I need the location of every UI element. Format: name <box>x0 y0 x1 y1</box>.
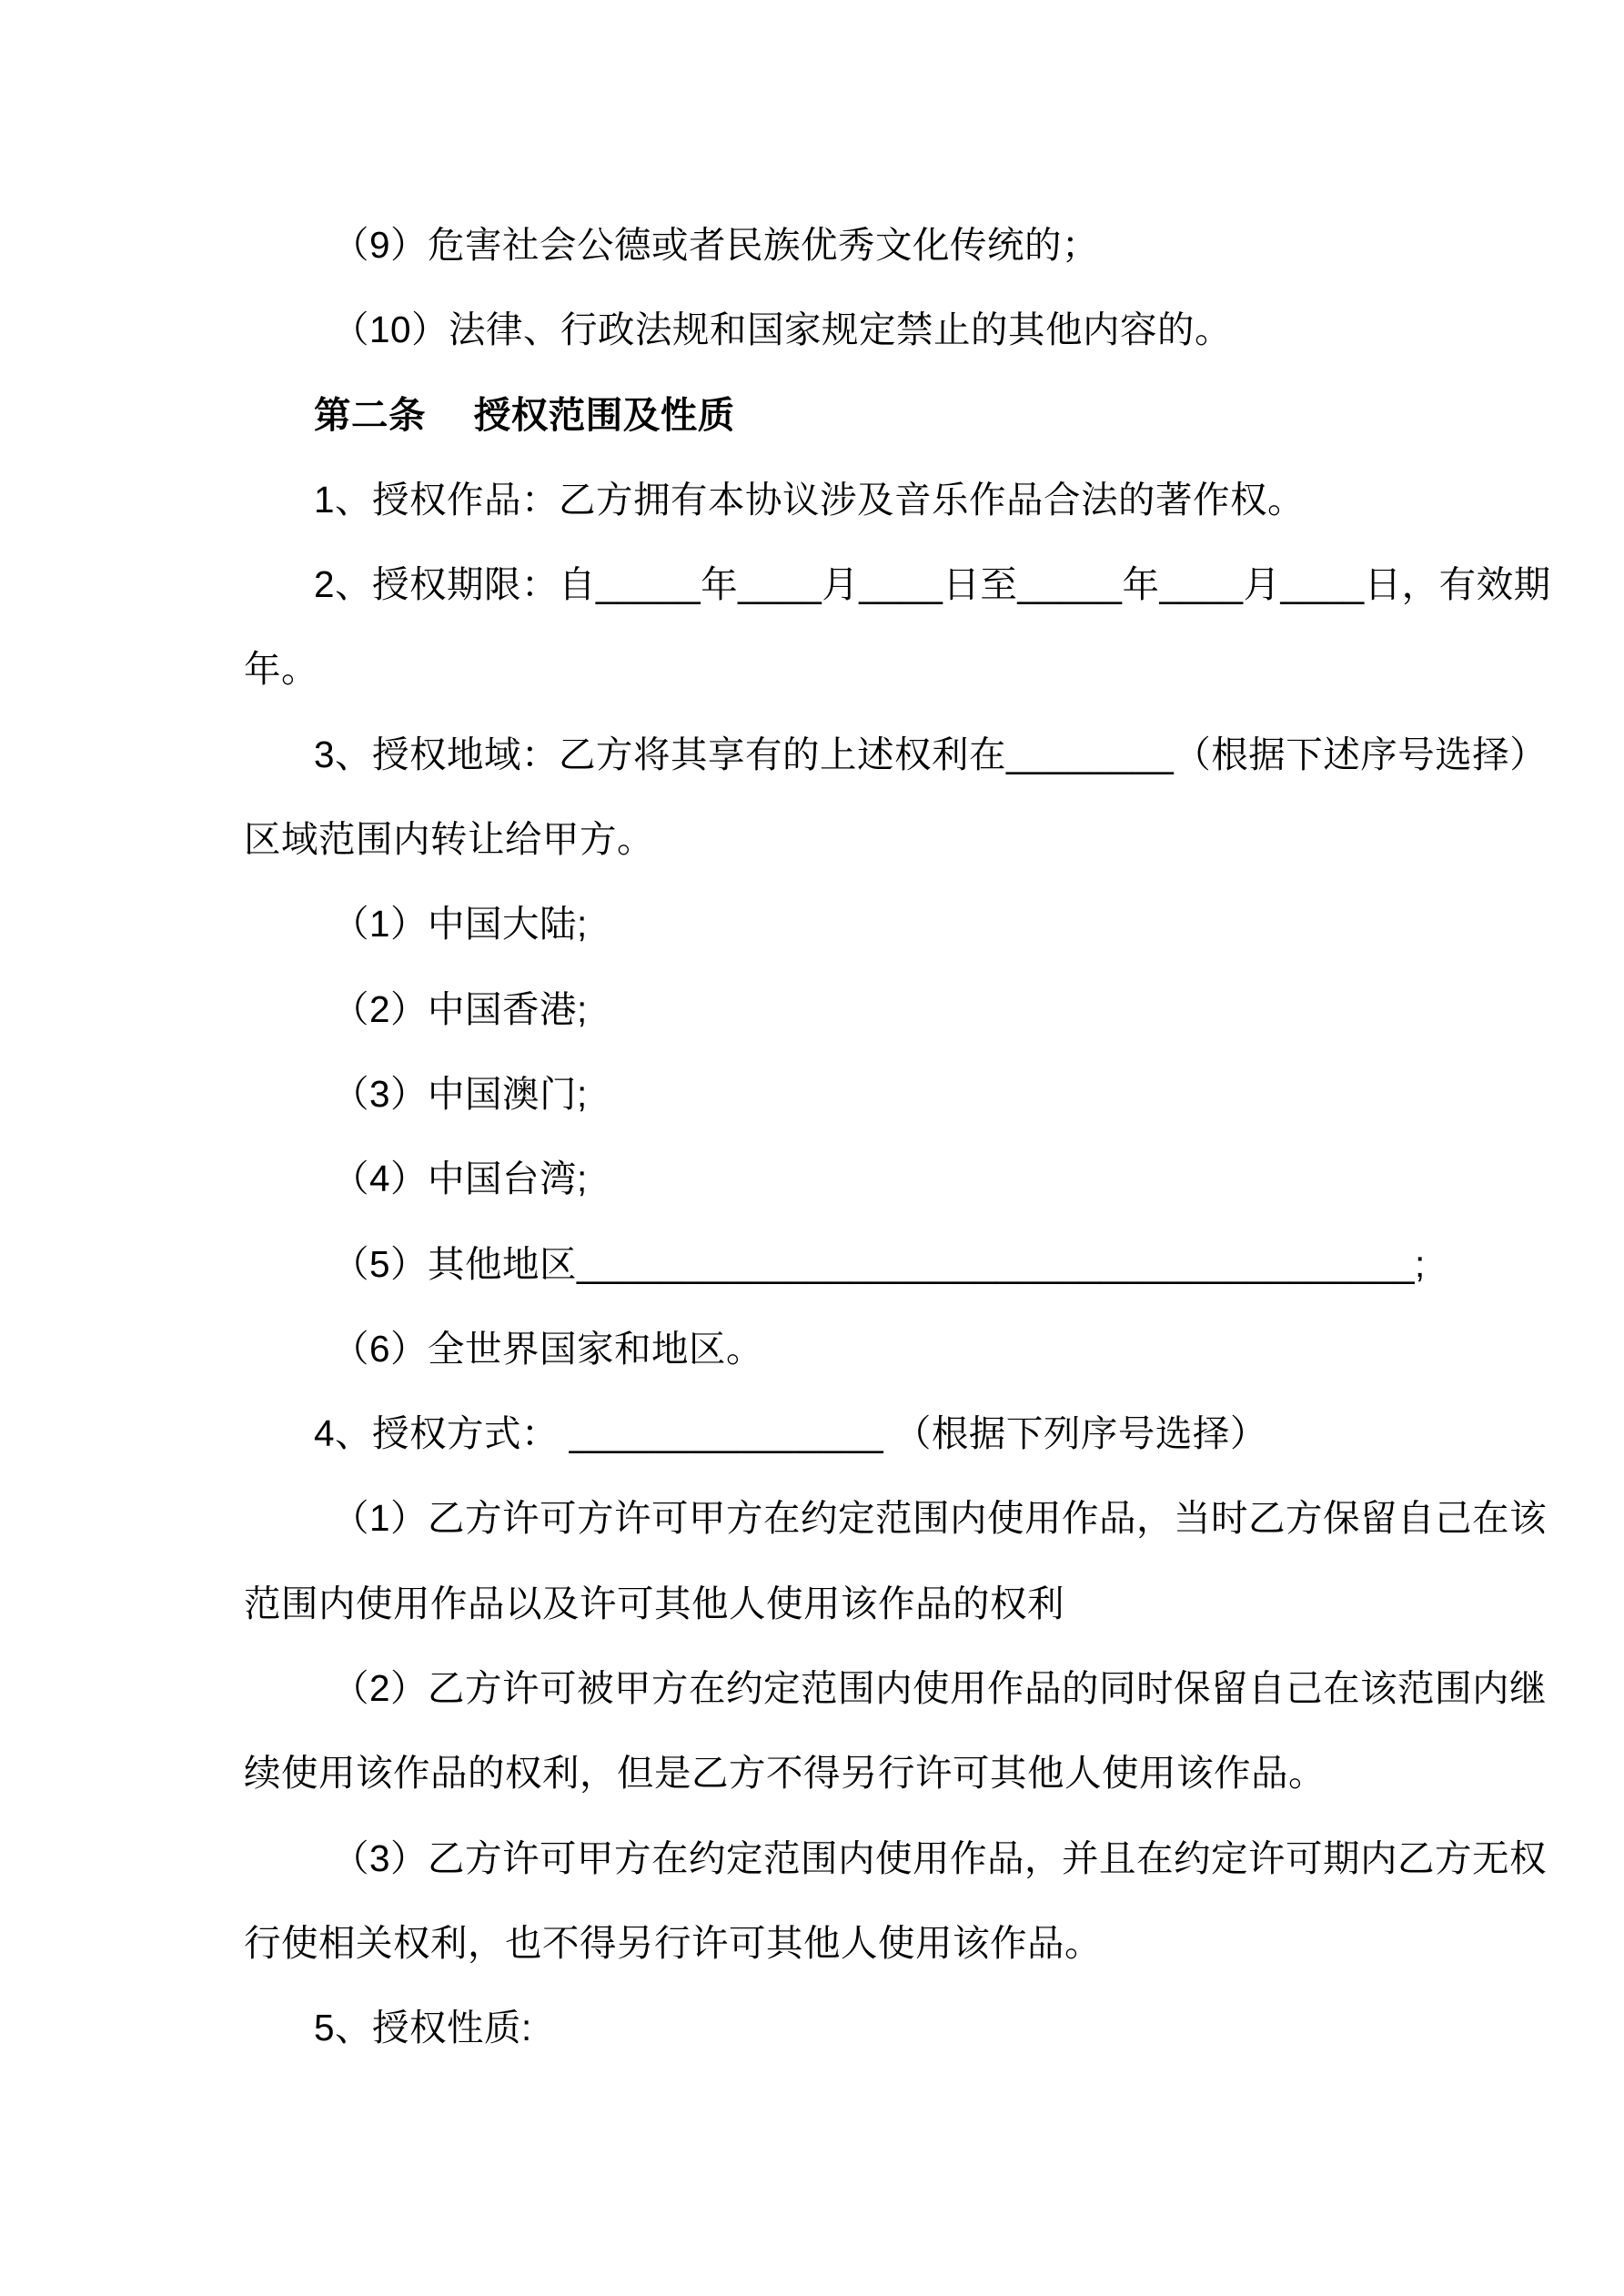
method-option-1-line-1: （1）乙方许可方许可甲方在约定范围内使用作品，当时乙方保留自己在该 <box>332 1497 1548 1540</box>
territory-option-2-hong-kong: （2）中国香港; <box>332 987 588 1030</box>
article-2-heading: 第二条 授权范围及性质 <box>314 393 735 436</box>
clause2-item-3-territory-line-1: 3、授权地域：乙方将其享有的上述权利在________（根据下述序号选择） <box>314 733 1548 775</box>
clause2-item-4-authorization-method: 4、授权方式： _______________ （根据下列序号选择） <box>314 1412 1267 1455</box>
territory-option-1-mainland-china: （1）中国大陆; <box>332 903 588 946</box>
clause2-item-2-term-line-2: 年。 <box>244 648 318 691</box>
territory-option-5-other-regions: （5）其他地区________________________________________; <box>332 1242 1426 1285</box>
territory-option-6-worldwide: （6）全世界国家和地区。 <box>332 1327 764 1370</box>
clause1-item-10: （10）法律、行政法规和国家规定禁止的其他内容的。 <box>332 308 1233 351</box>
clause2-item-5-authorization-nature: 5、授权性质: <box>314 2007 532 2049</box>
method-option-3-line-1: （3）乙方许可甲方在约定范围内使用作品，并且在约定许可期内乙方无权 <box>332 1836 1548 1879</box>
contract-text-block <box>244 203 1551 2071</box>
clause2-item-3-territory-line-2: 区域范围内转让给甲方。 <box>244 818 654 861</box>
territory-option-3-macau: （3）中国澳门; <box>332 1072 588 1115</box>
clause2-item-1-authorized-works: 1、授权作品：乙方拥有本协议涉及音乐作品合法的著作权。 <box>314 478 1306 521</box>
method-option-2-line-1: （2）乙方许可被甲方在约定范围内使用作品的同时保留自己在该范围内继 <box>332 1667 1548 1710</box>
territory-option-4-taiwan: （4）中国台湾; <box>332 1158 588 1200</box>
clause1-item-9: （9）危害社会公德或者民族优秀文化传统的； <box>332 224 1100 266</box>
method-option-3-line-2: 行使相关权利，也不得另行许可其他人使用该作品。 <box>244 1921 1102 1964</box>
method-option-1-line-2: 范围内使用作品以及许可其他人使用该作品的权利 <box>244 1582 1064 1624</box>
method-option-2-line-2: 续使用该作品的权利，但是乙方不得另行许可其他人使用该作品。 <box>244 1752 1326 1795</box>
clause2-item-2-term-line-1: 2、授权期限：自_____年____月____日至_____年____月____日，有效期 <box>314 563 1551 606</box>
